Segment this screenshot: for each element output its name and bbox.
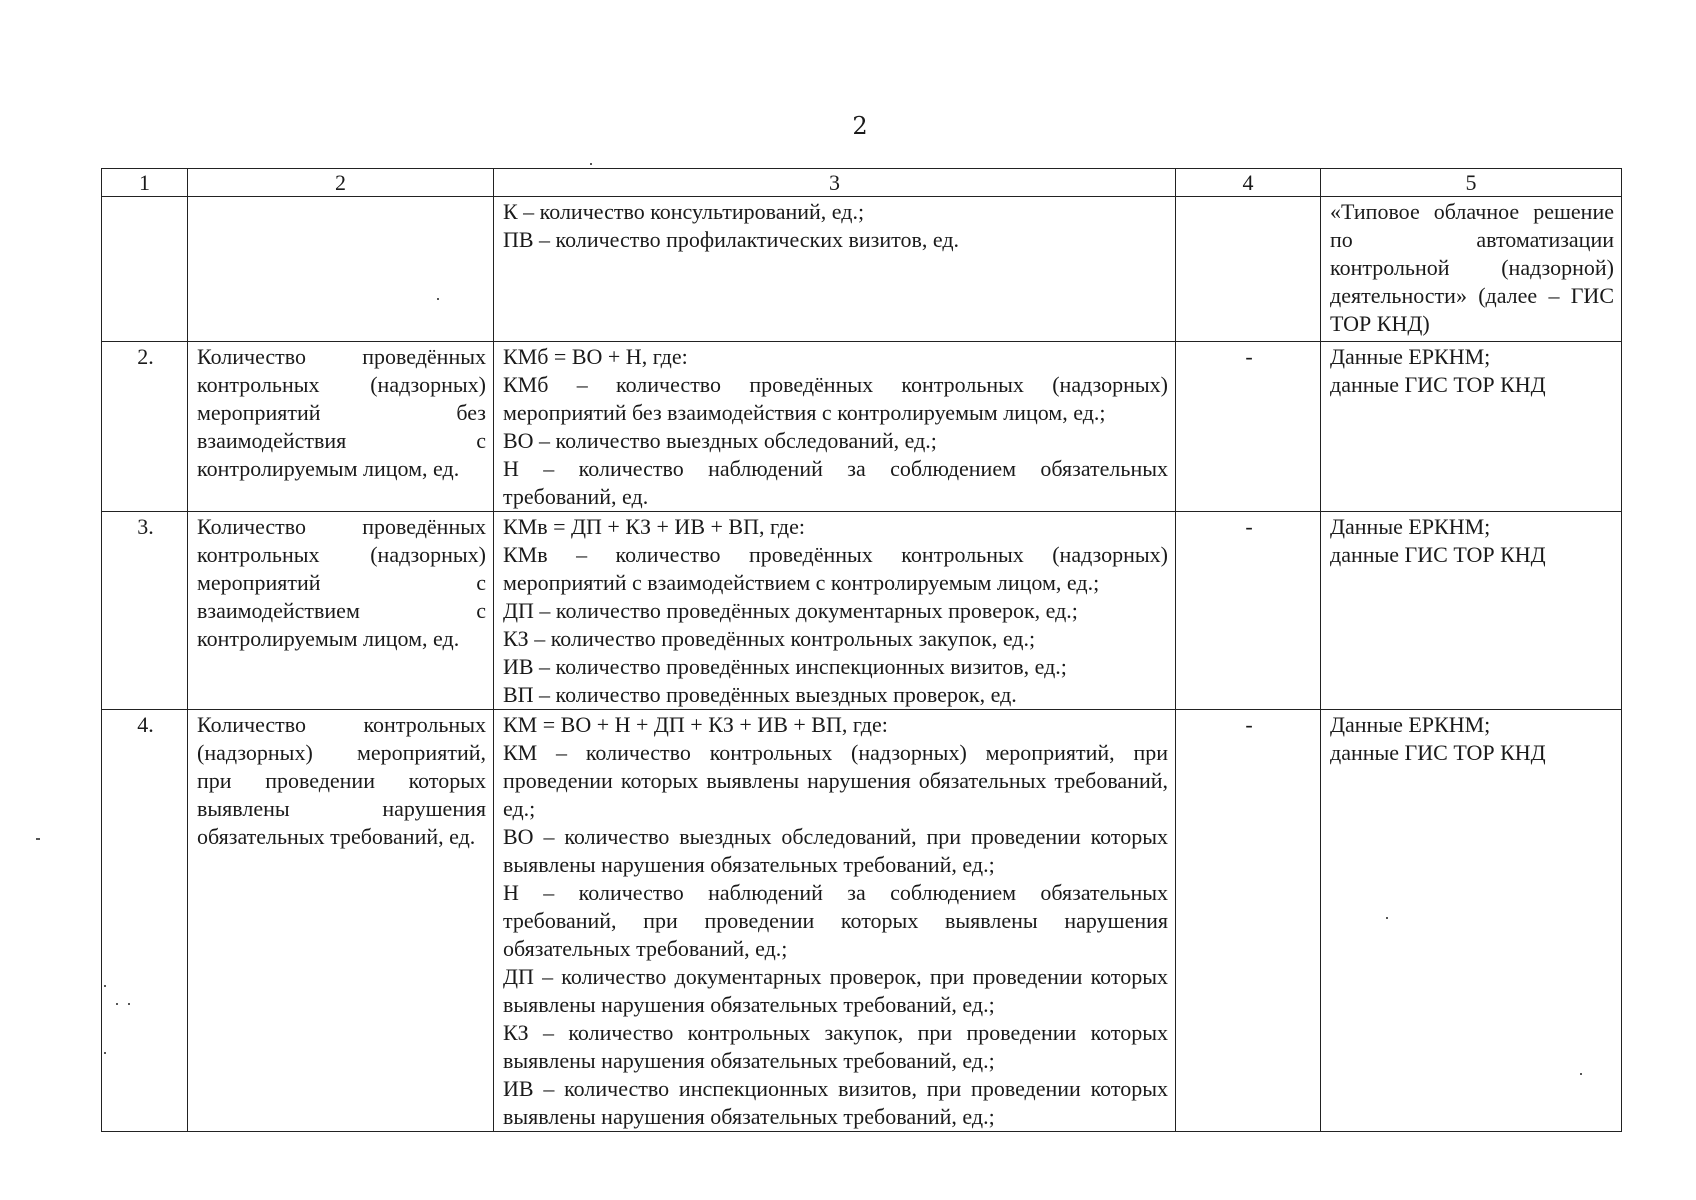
source-line: данные ГИС ТОР КНД	[1330, 740, 1546, 765]
header-col-4: 4	[1176, 169, 1321, 197]
table-header-row	[102, 169, 1622, 197]
indicator-name: Количество контрольных (надзорных) мероприятий, при проведении которых выявлены нарушения обязательных требований, ед.	[188, 710, 494, 1132]
data-source	[1321, 710, 1622, 1132]
page-number: 2	[852, 112, 868, 140]
formula-line: Н – количество наблюдений за соблюдением обязательных требований, при проведении которых выявлены нарушения обязательных требований, ед.;	[503, 880, 1168, 961]
source-line: данные ГИС ТОР КНД	[1330, 542, 1546, 567]
formula-line: КЗ – количество контрольных закупок, при проведении которых выявлены нарушения обязательных требований, ед.;	[503, 1020, 1168, 1073]
source-line: Данные ЕРКНМ;	[1330, 712, 1491, 737]
formula-line: ДП – количество проведённых документарных проверок, ед.;	[503, 598, 1078, 623]
formula-cell	[494, 197, 1176, 342]
formula-line: К – количество консультирований, ед.;	[503, 199, 865, 224]
row-number: 4.	[102, 710, 188, 1132]
data-source	[1321, 342, 1622, 512]
formula-line: ИВ – количество проведённых инспекционных визитов, ед.;	[503, 654, 1067, 679]
scan-speck	[128, 1003, 130, 1005]
indicator-name: Количество проведённых контрольных (надзорных) мероприятий с взаимодействием с контролируемым лицом, ед.	[188, 512, 494, 710]
formula-line: КМб = ВО + Н, где:	[503, 344, 688, 369]
col4-value: -	[1176, 342, 1321, 512]
indicators-table	[101, 168, 1622, 1132]
formula-line: КМв – количество проведённых контрольных (надзорных) мероприятий с взаимодействием с контролируемым лицом, ед.;	[503, 542, 1168, 595]
table-row	[102, 512, 1622, 710]
formula-line: КМв = ДП + КЗ + ИВ + ВП, где:	[503, 514, 805, 539]
row-number: 2.	[102, 342, 188, 512]
source-line: данные ГИС ТОР КНД	[1330, 372, 1546, 397]
scan-speck	[116, 1003, 118, 1005]
scan-speck	[590, 163, 592, 165]
formula-line: Н – количество наблюдений за соблюдением обязательных требований, ед.	[503, 456, 1168, 509]
formula-line: КЗ – количество проведённых контрольных закупок, ед.;	[503, 626, 1036, 651]
data-source	[1321, 512, 1622, 710]
formula-line: ИВ – количество инспекционных визитов, при проведении которых выявлены нарушения обязательных требований, ед.;	[503, 1076, 1168, 1129]
formula-line: ПВ – количество профилактических визитов, ед.	[503, 227, 960, 252]
indicator-name	[188, 197, 494, 342]
table-row	[102, 197, 1622, 342]
data-source: «Типовое облачное решение по автоматизации контрольной (надзорной) деятельности» (далее – ГИС ТОР КНД)	[1321, 197, 1622, 342]
source-line: Данные ЕРКНМ;	[1330, 514, 1491, 539]
formula-line: КМб – количество проведённых контрольных (надзорных) мероприятий без взаимодействия с контролируемым лицом, ед.;	[503, 372, 1168, 425]
scan-speck	[1580, 1073, 1582, 1075]
col4-value: -	[1176, 710, 1321, 1132]
header-col-1: 1	[102, 169, 188, 197]
indicator-name: Количество проведённых контрольных (надзорных) мероприятий без взаимодействия с контролируемым лицом, ед.	[188, 342, 494, 512]
col4-value	[1176, 197, 1321, 342]
scan-speck	[1386, 917, 1388, 919]
scan-speck	[36, 838, 40, 840]
row-number: 3.	[102, 512, 188, 710]
source-line: Данные ЕРКНМ;	[1330, 344, 1491, 369]
formula-cell	[494, 342, 1176, 512]
formula-cell	[494, 512, 1176, 710]
formula-cell	[494, 710, 1176, 1132]
formula-line: КМ – количество контрольных (надзорных) мероприятий, при проведении которых выявлены нарушения обязательных требований, ед.;	[503, 740, 1168, 821]
col4-value: -	[1176, 512, 1321, 710]
formula-line: ДП – количество документарных проверок, при проведении которых выявлены нарушения обязательных требований, ед.;	[503, 964, 1168, 1017]
scan-speck	[437, 298, 439, 300]
table-row	[102, 342, 1622, 512]
formula-line: ВП – количество проведённых выездных проверок, ед.	[503, 682, 1017, 707]
scan-speck	[104, 1052, 106, 1054]
row-number	[102, 197, 188, 342]
table-row	[102, 710, 1622, 1132]
header-col-5: 5	[1321, 169, 1622, 197]
scan-speck	[104, 985, 106, 987]
formula-line: КМ = ВО + Н + ДП + КЗ + ИВ + ВП, где:	[503, 712, 888, 737]
header-col-3: 3	[494, 169, 1176, 197]
header-col-2: 2	[188, 169, 494, 197]
formula-line: ВО – количество выездных обследований, ед.;	[503, 428, 937, 453]
formula-line: ВО – количество выездных обследований, при проведении которых выявлены нарушения обязательных требований, ед.;	[503, 824, 1168, 877]
